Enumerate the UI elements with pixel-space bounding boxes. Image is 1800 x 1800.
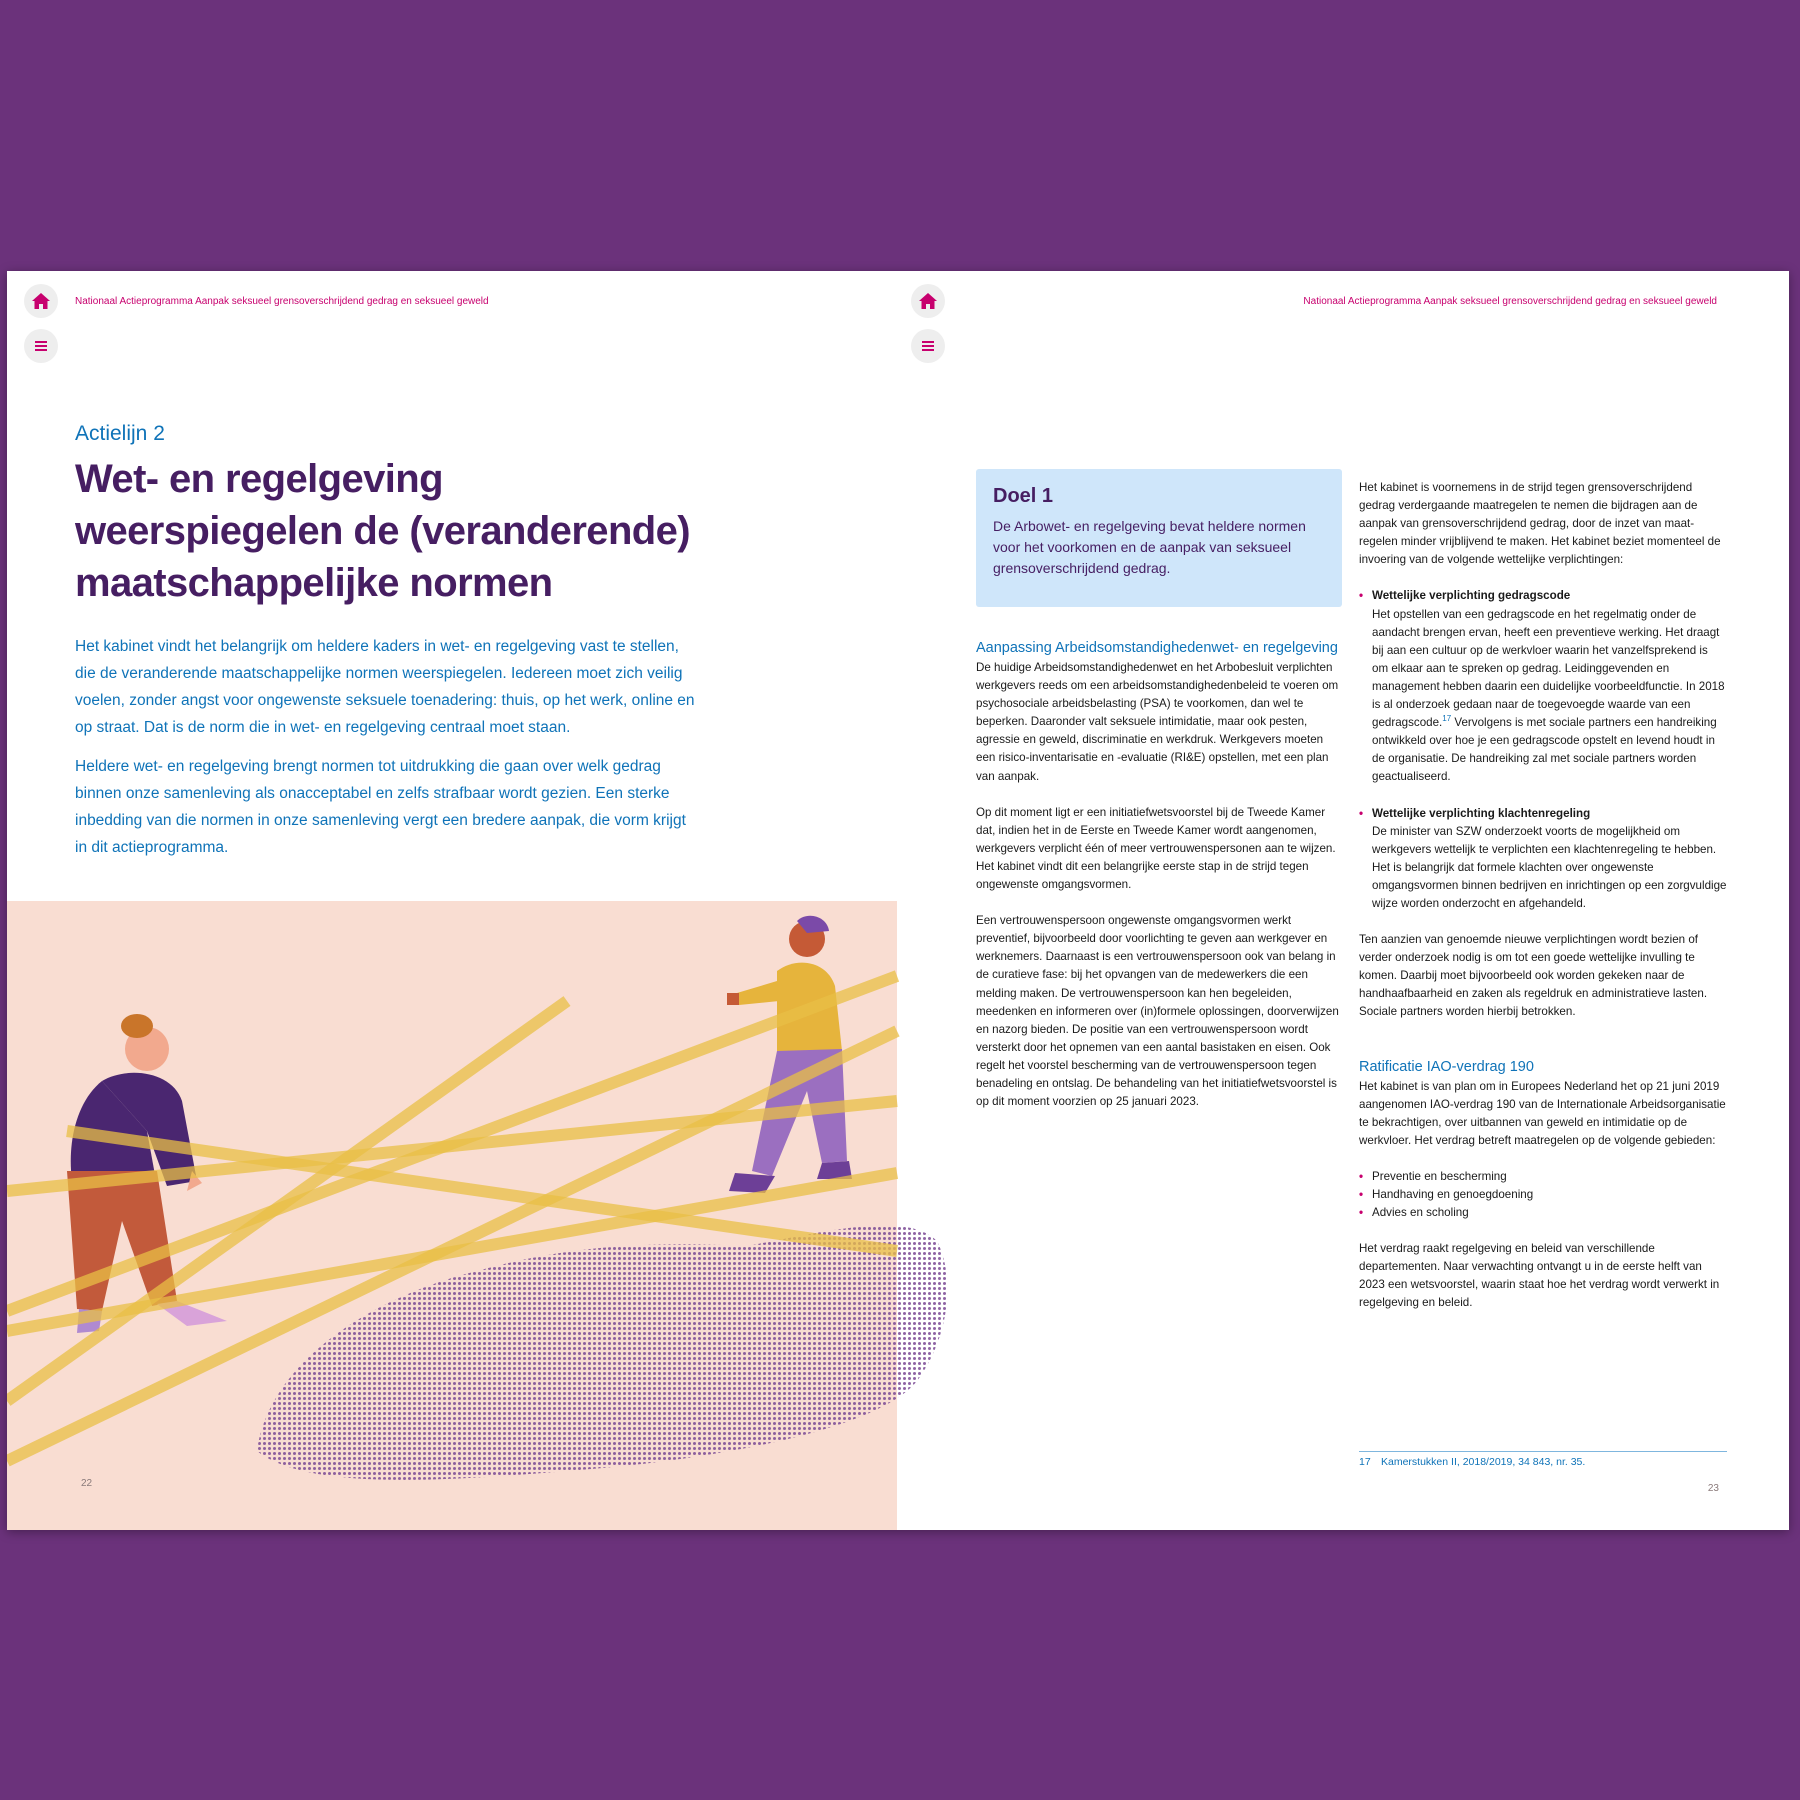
list-item — [1359, 587, 1727, 786]
menu-icon — [35, 340, 47, 352]
footnote — [1359, 1451, 1727, 1468]
list-item-heading: • Wettelijke verplichting klachtenregeling — [1372, 806, 1591, 820]
body-paragraph: Het kabinet is van plan om in Europees Nederland het op 21 juni 2019 aangenomen IAO-verdrag 190 van de Internationale Arbeidsorganisatie te bekrachtigen, over uitbannen van geweld en intimidatie op de werkvloer. Het verdrag betreft maatregelen op de volgende gebieden: — [1359, 1079, 1726, 1147]
list-item-text: Vervolgens is met sociale partners een handreiking ontwikkeld over hoe je een gedragscode opstelt en levend houdt in de organisatie. De handreiking zal met sociale partners worden geactualiseerd. — [1372, 716, 1717, 784]
home-icon — [32, 293, 50, 309]
page-number-left: 22 — [81, 1478, 93, 1489]
column-left — [976, 639, 1342, 1129]
list-item: • Advies en scholing — [1359, 1204, 1727, 1222]
list-item — [1359, 805, 1727, 914]
list-item: • Handhaving en genoegdoening — [1359, 1186, 1727, 1204]
home-button[interactable] — [24, 284, 58, 318]
right-page — [897, 271, 1789, 1530]
menu-button[interactable] — [911, 329, 945, 363]
intro-paragraph: Heldere wet- en regelgeving brengt normen tot uitdrukking die gaan over welk gedrag binnen onze samenleving als onacceptabel en zelfs strafbaar wordt gezien. Een sterke inbedding van die normen in onze samenleving vergt een bredere aanpak, die vorm krijgt in dit actieprogramma. — [75, 758, 686, 856]
home-button[interactable] — [911, 284, 945, 318]
left-page — [7, 271, 897, 1530]
page-number-right: 23 — [1707, 1483, 1719, 1494]
list-item-text: Het opstellen van een gedragscode en het regelmatig onder de aandacht brengen ervan, heeft een preventieve werking. Het draagt bij aan een cultuur op de werkvloer waarin het vanzelfsprekend is om elkaar aan te spreken op gedrag. Leidinggevenden en management hebben daarin een duidelijke voorbeeldfunctie. In 2018 is al onderzoek gedaan naar de toegevoegde waarde van een gedragscode. — [1372, 607, 1725, 730]
column-right — [1359, 479, 1727, 1331]
list-item-text: De minister van SZW onderzoekt voorts de mogelijkheid om werkgevers wettelijk te verplichten een klachtenregeling te hebben. Het is belangrijk dat formele klachten over ongewenste omgangsvormen binnen bedrijven en inrichtingen op een zorgvuldige wijze worden onderzocht en afgehandeld. — [1372, 824, 1727, 910]
menu-icon — [922, 340, 934, 352]
footnote-ref[interactable]: 17 — [1442, 714, 1452, 724]
running-header: Nationaal Actieprogramma Aanpak seksueel grensoverschrijdend gedrag en seksueel geweld — [1303, 296, 1717, 307]
home-icon — [919, 293, 937, 309]
body-paragraph: Het kabinet is voornemens in de strijd tegen grensoverschrijdend gedrag verdergaande maatregelen te nemen die bijdragen aan de aanpak van grensoverschrijdend gedrag, door de inzet van maatregelen minder vrijblijvend te maken. Het kabinet beziet momenteel de invoering van de volgende wettelijke verplichtingen: — [1359, 481, 1721, 567]
body-paragraph: Het verdrag raakt regelgeving en beleid van verschillende departementen. Naar verwachting ontvangt u in de eerste helft van 2023 een wetsvoorstel, waarin staat hoe het verdrag wordt verwerkt in regelgeving en beleid. — [1359, 1242, 1720, 1310]
section-heading: Ratificatie IAO-verdrag 190 — [1359, 1058, 1534, 1075]
goal-title: Doel 1 — [993, 485, 1054, 507]
body-paragraph: Op dit moment ligt er een initiatiefwetsvoorstel bij de Tweede Kamer dat, indien het in de Eerste en Tweede Kamer wordt aangenomen, werkgevers verplicht één of meer vertrouwenspersonen aan te wijzen. Het kabinet vindt dit een belangrijke eerste stap in de strijd tegen ongewenste omgangsvormen. — [976, 805, 1336, 892]
body-paragraph: De huidige Arbeidsomstandighedenwet en het Arbobesluit verplichten werkgevers reeds om een arbeidsomstandighedenbeleid te voeren om psychosociale arbeidsbelasting (PSA) te voorkomen, dan wel te beperken. Daaronder valt seksuele intimidatie, maar ook pesten, agressie en geweld, discriminatie en werkdruk. Werkgevers moeten een risico-inventarisatie en -evaluatie (RI&E) opstellen, met een plan van aanpak. — [976, 661, 1339, 783]
page-title: Wet- en regelgeving weerspiegelen de (veranderende) maatschappelijke normen — [75, 457, 690, 605]
goal-box — [976, 469, 1342, 607]
obligations-list — [1359, 587, 1727, 913]
man-figure — [727, 916, 852, 1193]
section-heading: Aanpassing Arbeidsomstandighedenwet- en regelgeving — [976, 640, 1338, 656]
document-spread — [7, 271, 1789, 1530]
illustration — [7, 901, 947, 1530]
intro-paragraph: Het kabinet vindt het belangrijk om heldere kaders in wet- en regelgeving vast te stellen, die de veranderende maatschappelijke normen weerspiegelen. Iedereen moet zich veilig voelen, zonder angst voor ongewenste seksuele toenadering: thuis, op het werk, online en op straat. Dat is de norm die in wet- en regelgeving centraal moet staan. — [75, 638, 695, 736]
menu-button[interactable] — [24, 329, 58, 363]
list-item: • Preventie en bescherming — [1359, 1168, 1727, 1186]
footnote-number: 17 — [1359, 1456, 1371, 1468]
section-kicker: Actielijn 2 — [75, 422, 165, 445]
body-paragraph: Een vertrouwenspersoon ongewenste omgangsvormen werkt preventief, bijvoorbeeld door voorlichting te geven aan werkgever en werknemers. Daarnaast is een vertrouwenspersoon ook van belang in de curatieve fase: bij het opvangen van de medewerkers die een melding maken. De vertrouwenspersoon kan hen begeleiden, meedenken en informeren over (in)formele oplossingen, doorverwijzen en nazorg bieden. De positie van een vertrouwenspersoon wordt versterkt door het opnemen van een aantal basistaken en eisen. Ook regelt het voorstel bescherming van de vertrouwenspersoon tegen benadeling en ontslag. De behandeling van het initiatiefwetsvoorstel is op dit moment voorzien op 25 januari 2023. — [976, 914, 1339, 1109]
intro-text — [75, 633, 700, 873]
running-header: Nationaal Actieprogramma Aanpak seksueel grensoverschrijdend gedrag en seksueel geweld — [75, 296, 489, 307]
footnote-text: Kamerstukken II, 2018/2019, 34 843, nr. 35. — [1381, 1456, 1586, 1468]
goal-text: De Arbowet- en regelgeving bevat heldere normen voor het voorkomen en de aanpak van seksueel grensoverschrijdend gedrag. — [993, 518, 1306, 576]
list-item-heading: • Wettelijke verplichting gedragscode — [1372, 589, 1571, 603]
domains-list — [1359, 1168, 1727, 1222]
body-paragraph: Ten aanzien van genoemde nieuwe verplichtingen wordt bezien of verder onderzoek nodig is om tot een goede wettelijke invulling te komen. Daarbij moet bijvoorbeeld ook worden gekeken naar de handhaafbaarheid en zaken als regeldruk en administratieve lasten. Sociale partners worden hierbij betrokken. — [1359, 933, 1708, 1019]
